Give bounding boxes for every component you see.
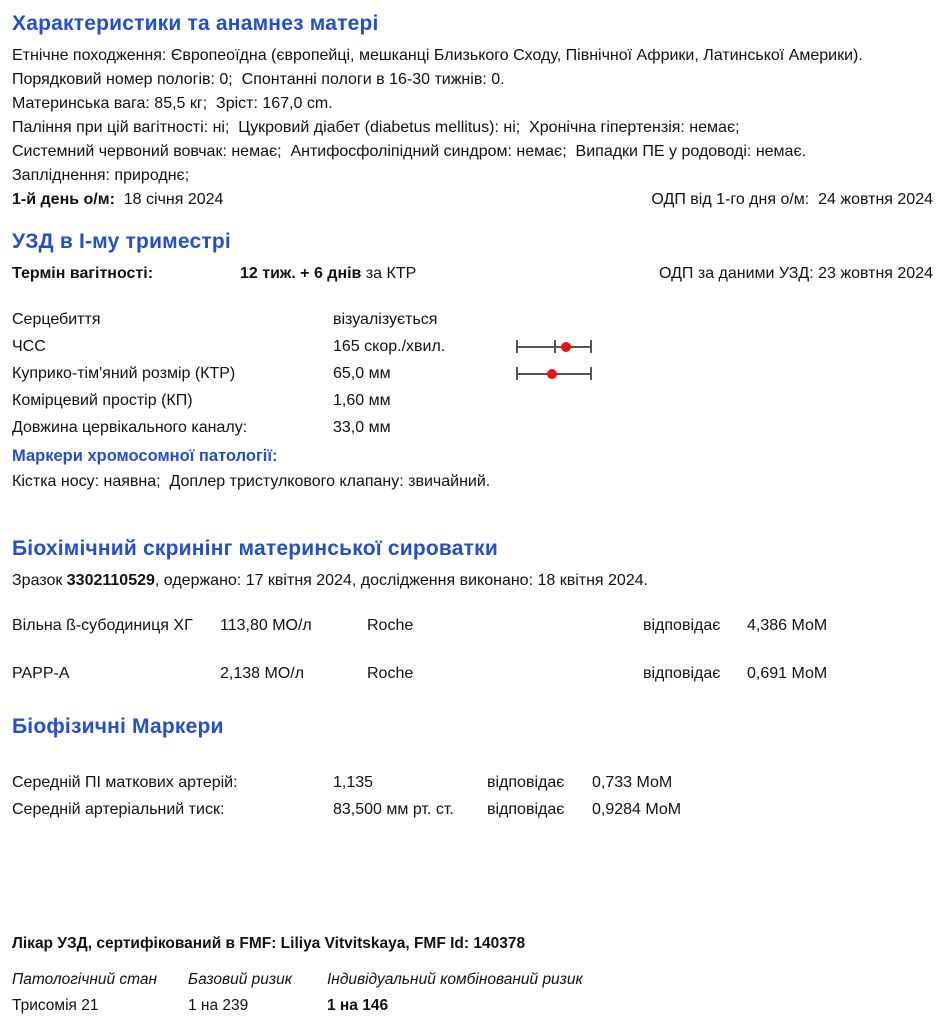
analyte-value: 2,138 МО/л bbox=[220, 665, 305, 682]
corresponds-label: відповідає bbox=[643, 665, 721, 682]
sample-suffix: , одержано: 17 квітня 2024, дослідження виконано: 18 квітня 2024. bbox=[154, 572, 649, 589]
corresponds-label: відповідає bbox=[487, 801, 565, 818]
risk-table bbox=[12, 967, 933, 1019]
ultrasound-measurements bbox=[12, 306, 933, 441]
range-tick-right bbox=[590, 367, 592, 380]
conception-line: Запліднення: природнє; bbox=[12, 167, 190, 184]
range-indicator-fhr bbox=[516, 339, 592, 354]
edd-from-lmp: ОДП від 1-го дня о/м: 24 жовтня 2024 bbox=[651, 191, 933, 208]
marker-value: 1,135 bbox=[333, 774, 374, 791]
sample-id: 3302110529 bbox=[66, 572, 155, 589]
chromosomal-markers-line: Кістка носу: наявна; Доплер тристулкового клапану: звичайний. bbox=[12, 473, 491, 490]
analyte-name: Вільна ß-субодиниця ХГ bbox=[12, 617, 193, 634]
measurement-label: Куприко-тім'яний розмір (КТР) bbox=[12, 365, 236, 382]
risk-table-row-trisomy21 bbox=[12, 993, 933, 1019]
measurement-row-heartbeat bbox=[12, 306, 933, 333]
risk-col-combined: Індивідуальний комбінований ризик bbox=[327, 971, 583, 988]
chromosomal-markers-title: Маркери хромосомної патології: bbox=[12, 447, 278, 465]
analyte-name: PAPP-A bbox=[12, 665, 70, 682]
lmp-edd-row bbox=[12, 188, 933, 212]
analyte-mom: 4,386 МоМ bbox=[747, 617, 828, 634]
range-dot bbox=[561, 342, 571, 352]
range-tick-left bbox=[516, 340, 518, 353]
measurement-row-nt bbox=[12, 387, 933, 414]
risk-background-value: 1 на 239 bbox=[188, 997, 249, 1014]
biophysical-results bbox=[12, 769, 933, 823]
lupus-aps-line: Системний червоний вовчак: немає; Антифосфоліпідний синдром: немає; Випадки ПЕ у родоводі: немає. bbox=[12, 143, 807, 160]
lmp-left bbox=[12, 188, 223, 212]
measurement-value: 33,0 мм bbox=[333, 419, 391, 436]
analyte-method: Roche bbox=[367, 665, 414, 682]
risk-condition: Трисомія 21 bbox=[12, 997, 99, 1014]
marker-mom: 0,733 МоМ bbox=[592, 774, 673, 791]
analyte-method: Roche bbox=[367, 617, 414, 634]
range-tick-mid bbox=[554, 340, 556, 353]
measurement-value: 165 скор./хвил. bbox=[333, 338, 446, 355]
biophys-row-uterine-pi bbox=[12, 769, 933, 796]
range-dot bbox=[547, 369, 557, 379]
risk-table-header bbox=[12, 967, 933, 993]
measurement-label: ЧСС bbox=[12, 338, 46, 355]
marker-mom: 0,9284 МоМ bbox=[592, 801, 682, 818]
section-title-biophysical: Біофізичні Маркери bbox=[12, 715, 224, 738]
parity-line: Порядковий номер пологів: 0; Спонтанні пологи в 16-30 тижнів: 0. bbox=[12, 71, 505, 88]
term-value-wrap bbox=[240, 262, 416, 286]
sample-line bbox=[12, 569, 933, 593]
corresponds-label: відповідає bbox=[643, 617, 721, 634]
section-title-ultrasound: УЗД в І-му триместрі bbox=[12, 230, 231, 253]
measurement-row-fhr bbox=[12, 333, 933, 360]
measurement-row-cervix bbox=[12, 414, 933, 441]
sample-prefix: Зразок bbox=[12, 572, 67, 589]
analyte-mom: 0,691 МоМ bbox=[747, 665, 828, 682]
risk-combined-value: 1 на 146 bbox=[327, 997, 389, 1014]
edd-from-ultrasound: ОДП за даними УЗД: 23 жовтня 2024 bbox=[658, 265, 933, 282]
lmp-label: 1-й день о/м: bbox=[12, 191, 115, 208]
biochem-row-papp-a bbox=[12, 663, 933, 685]
measurement-value: візуалізується bbox=[333, 311, 438, 328]
term-value: 12 тиж. + 6 днів bbox=[240, 265, 362, 282]
marker-value: 83,500 мм рт. ст. bbox=[333, 801, 454, 818]
biochem-row-free-bhcg bbox=[12, 615, 933, 637]
smoking-diabetes-line: Паління при цій вагітності: ні; Цукровий діабет (diabetus mellitus): ні; Хронічна гіпертензія: немає; bbox=[12, 119, 740, 136]
measurement-label: Довжина цервікального каналу: bbox=[12, 419, 248, 436]
section-title-biochemistry: Біохімічний скринінг материнської сироватки bbox=[12, 537, 498, 560]
range-tick-left bbox=[516, 367, 518, 380]
gestation-term-row bbox=[12, 262, 933, 286]
risk-col-condition: Патологічний стан bbox=[12, 971, 158, 988]
term-suffix: за КТР bbox=[361, 265, 417, 282]
analyte-value: 113,80 МО/л bbox=[220, 617, 312, 634]
weight-height-line: Материнська вага: 85,5 кг; Зріст: 167,0 cm. bbox=[12, 95, 333, 112]
term-label: Термін вагітності: bbox=[12, 265, 154, 282]
biochem-results bbox=[12, 615, 933, 685]
measurement-value: 1,60 мм bbox=[333, 392, 391, 409]
corresponds-label: відповідає bbox=[487, 774, 565, 791]
marker-label: Середній артеріальний тиск: bbox=[12, 801, 225, 818]
measurement-row-crl bbox=[12, 360, 933, 387]
marker-label: Середній ПІ маткових артерій: bbox=[12, 774, 238, 791]
measurement-label: Серцебиття bbox=[12, 311, 101, 328]
range-tick-right bbox=[590, 340, 592, 353]
ethnic-origin-line: Етнічне походження: Європеоїдна (європейці, мешканці Близького Сходу, Північної Африки, Латинської Америки). bbox=[12, 47, 863, 64]
measurement-value: 65,0 мм bbox=[333, 365, 391, 382]
lmp-value: 18 січня 2024 bbox=[114, 191, 224, 208]
range-indicator-crl bbox=[516, 366, 592, 381]
doctor-certification-line: Лікар УЗД, сертифікований в FMF: Liliya Vitvitskaya, FMF Id: 140378 bbox=[12, 935, 526, 952]
biophys-row-map bbox=[12, 796, 933, 823]
section-title-maternal-history: Характеристики та анамнез матері bbox=[12, 12, 379, 35]
risk-col-background: Базовий ризик bbox=[188, 971, 293, 988]
measurement-label: Комірцевий простір (КП) bbox=[12, 392, 193, 409]
